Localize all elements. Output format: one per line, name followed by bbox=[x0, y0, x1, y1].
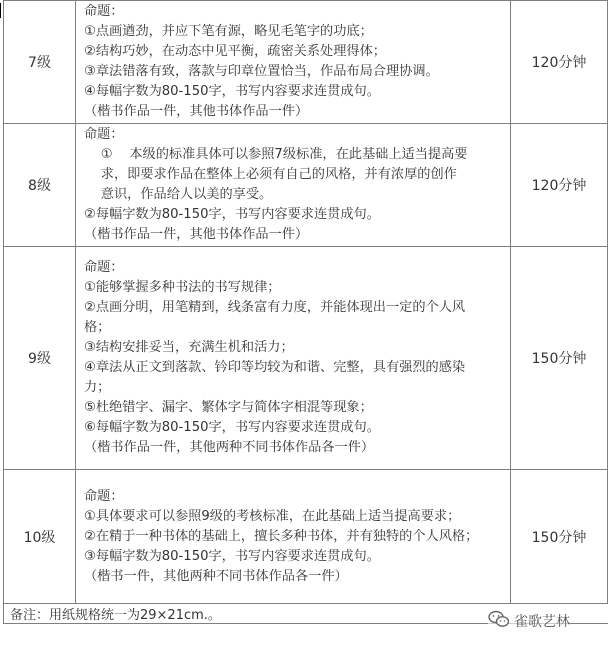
requirement-line: ⑥每幅字数为80-150字，书写内容要求连贯成句。 bbox=[84, 420, 380, 435]
requirement-line: ③结构安排妥当，充满生机和活力； bbox=[84, 340, 294, 355]
requirement-line: ③章法错落有致，落款与印章位置恰当，作品布局合理协调。 bbox=[84, 64, 439, 79]
requirement-line: ②在精于一种书体的基础上，擅长多种书体，并有独特的个人风格； bbox=[84, 528, 479, 544]
requirement-line: 求，即要求作品在整体上必须有自己的风格，并有浓厚的创作 bbox=[84, 167, 457, 182]
duration-cell: 120分钟 bbox=[511, 1, 608, 124]
requirement-line: （楷书作品一件，其他书体作品一件） bbox=[84, 227, 309, 242]
requirement-line: 力； bbox=[84, 380, 111, 395]
requirement-line: 意识，作品给人以美的享受。 bbox=[84, 187, 273, 202]
table-row bbox=[4, 470, 608, 604]
table-row bbox=[4, 1, 608, 124]
level-cell: 9级 bbox=[4, 247, 76, 470]
duration-cell: 120分钟 bbox=[511, 124, 608, 247]
requirement-line: ②每幅字数为80-150字，书写内容要求连贯成句。 bbox=[84, 207, 380, 222]
duration-cell: 150分钟 bbox=[511, 247, 608, 470]
requirement-line: ①能够掌握多种书法的书写规律； bbox=[84, 280, 281, 295]
level-cell: 7级 bbox=[4, 1, 76, 124]
requirement-line: ①点画遒劲，并应下笔有源，略见毛笔字的功底； bbox=[84, 24, 373, 39]
text-cursor bbox=[0, 3, 1, 18]
requirement-line: （楷书一件，其他两种不同书体作品各一件） bbox=[84, 568, 348, 584]
requirements-cell bbox=[76, 247, 511, 470]
requirement-line: （楷书作品一件，其他两种不同书体作品各一件） bbox=[84, 440, 375, 455]
grade-requirements-table bbox=[3, 0, 608, 624]
requirement-line: ①具体要求可以参照9级的考核标准，在此基础上适当提高要求； bbox=[84, 508, 461, 524]
requirement-line: ③每幅字数为80-150字，书写内容要求连贯成句。 bbox=[84, 548, 380, 564]
wechat-icon bbox=[488, 610, 514, 632]
requirements-cell bbox=[76, 124, 511, 247]
requirement-line: 命题： bbox=[84, 4, 124, 19]
requirement-line: 命题： bbox=[84, 127, 124, 142]
requirement-line: ②点画分明，用笔精到，线条富有力度，并能体现出一定的个人风 bbox=[84, 300, 466, 315]
duration-cell: 150分钟 bbox=[511, 470, 608, 604]
watermark-text: 雀歌艺林 bbox=[514, 614, 570, 630]
requirement-line: ②结构巧妙，在动态中见平衡，疏密关系处理得体； bbox=[84, 44, 386, 59]
watermark bbox=[488, 610, 570, 632]
level-cell: 10级 bbox=[4, 470, 76, 604]
requirement-line: ④每幅字数为80-150字，书写内容要求连贯成句。 bbox=[84, 84, 380, 99]
requirement-line: （楷书作品一件，其他书体作品一件） bbox=[84, 104, 309, 119]
requirements-cell bbox=[76, 470, 511, 604]
table-row bbox=[4, 124, 608, 247]
requirements-cell bbox=[76, 1, 511, 124]
note-cell: 备注：用纸规格统一为29×21cm.。 bbox=[4, 604, 608, 624]
requirement-line: ① 本级的标准具体可以参照7级标准，在此基础上适当提高要 bbox=[84, 147, 468, 162]
requirement-line: ⑤杜绝错字、漏字、繁体字与简体字相混等现象； bbox=[84, 400, 373, 415]
requirement-line: 命题： bbox=[84, 488, 124, 504]
requirement-line: 命题： bbox=[84, 260, 124, 275]
table-row bbox=[4, 247, 608, 470]
requirement-line: 格； bbox=[84, 320, 111, 335]
level-cell: 8级 bbox=[4, 124, 76, 247]
requirement-line: ④章法从正文到落款、钤印等均较为和谐、完整，具有强烈的感染 bbox=[84, 360, 466, 375]
